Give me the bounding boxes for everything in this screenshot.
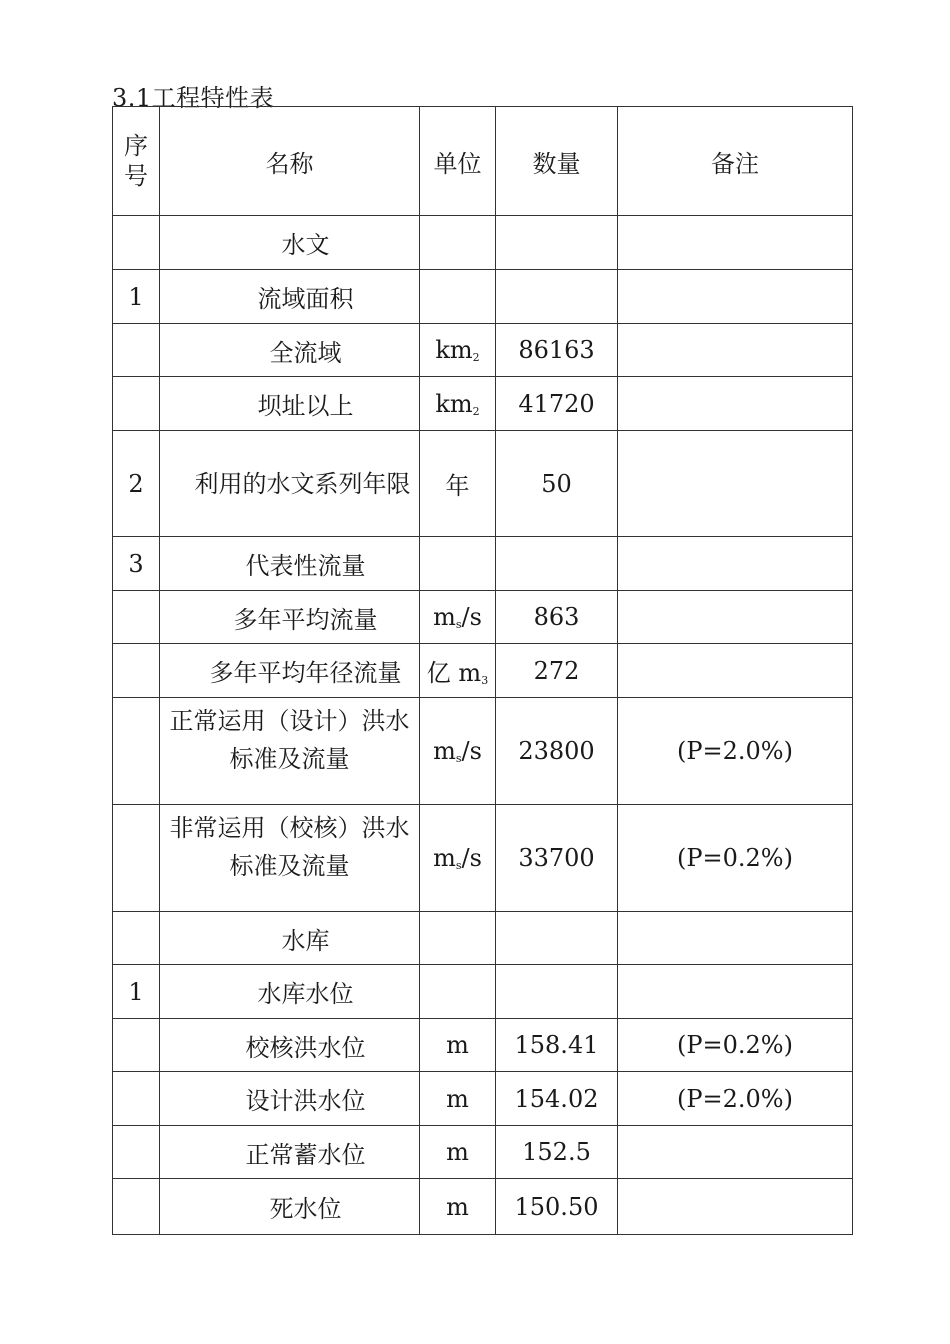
row-unit <box>420 324 496 377</box>
unit-tail: /s <box>461 844 482 872</box>
table-row <box>113 912 853 965</box>
row-name-line1: 非常运用（校核）洪水 <box>169 814 410 842</box>
row-name: 流域面积 <box>160 270 420 324</box>
unit-text: m <box>446 1138 469 1166</box>
unit-subscript: 2 <box>472 351 480 364</box>
row-unit <box>420 216 496 270</box>
unit-text: 年 <box>445 472 470 500</box>
row-seq <box>113 1179 160 1235</box>
row-note: (P=2.0%) <box>618 1072 853 1126</box>
row-unit <box>420 1179 496 1235</box>
table-row <box>113 965 853 1019</box>
row-unit <box>420 644 496 698</box>
row-name: 多年平均流量 <box>160 591 420 644</box>
row-seq <box>113 698 160 805</box>
row-name-line1: 正常运用（设计）洪水 <box>169 707 410 735</box>
row-note: (P=0.2%) <box>618 805 853 912</box>
row-note <box>618 431 853 537</box>
unit-subscript: s <box>455 859 462 872</box>
row-seq <box>113 1126 160 1179</box>
row-note <box>618 377 853 431</box>
table-row <box>113 591 853 644</box>
header-note: 备注 <box>618 107 853 216</box>
row-unit <box>420 1072 496 1126</box>
row-unit <box>420 377 496 431</box>
unit-text: 亿 m <box>426 659 482 687</box>
row-note <box>618 965 853 1019</box>
row-seq <box>113 644 160 698</box>
row-note: (P=0.2%) <box>618 1019 853 1072</box>
row-note <box>618 1179 853 1235</box>
unit-text: m <box>446 1084 469 1113</box>
table-row <box>113 1179 853 1235</box>
unit-subscript: s <box>455 752 462 765</box>
unit-text: m <box>433 603 456 631</box>
unit-subscript: s <box>455 618 462 631</box>
row-seq <box>113 1072 160 1126</box>
row-unit <box>420 431 496 537</box>
row-name: 校核洪水位 <box>160 1019 420 1072</box>
row-value <box>496 912 618 965</box>
row-note <box>618 644 853 698</box>
row-unit <box>420 912 496 965</box>
row-seq: 1 <box>113 965 160 1019</box>
row-unit <box>420 591 496 644</box>
row-value: 41720 <box>496 377 618 431</box>
row-note <box>618 270 853 324</box>
row-name: 坝址以上 <box>160 377 420 431</box>
header-value: 数量 <box>496 107 618 216</box>
row-seq: 2 <box>113 431 160 537</box>
table-row <box>113 324 853 377</box>
row-name: 多年平均年径流量 <box>160 644 420 698</box>
table-row <box>113 377 853 431</box>
header-row <box>113 107 853 216</box>
unit-text: m <box>433 737 456 765</box>
table-row <box>113 644 853 698</box>
row-value <box>496 216 618 270</box>
row-name-line2: 标准及流量 <box>229 745 350 773</box>
table-row <box>113 698 853 805</box>
row-unit <box>420 1126 496 1179</box>
row-name: 水库水位 <box>160 965 420 1019</box>
row-value: 863 <box>496 591 618 644</box>
row-value: 23800 <box>496 698 618 805</box>
table-row <box>113 216 853 270</box>
unit-subscript: 3 <box>481 674 489 687</box>
header-name: 名称 <box>160 107 420 216</box>
row-note <box>618 537 853 591</box>
row-name: 设计洪水位 <box>160 1072 420 1126</box>
row-value <box>496 537 618 591</box>
row-note <box>618 912 853 965</box>
table-row <box>113 1019 853 1072</box>
unit-tail: /s <box>461 603 482 631</box>
row-seq <box>113 216 160 270</box>
row-seq: 3 <box>113 537 160 591</box>
row-unit <box>420 537 496 591</box>
header-unit: 单位 <box>420 107 496 216</box>
table-row <box>113 537 853 591</box>
unit-text: m <box>446 1192 469 1221</box>
row-unit <box>420 1019 496 1072</box>
row-name <box>160 805 420 912</box>
header-seq: 序号 <box>113 107 160 216</box>
row-name: 代表性流量 <box>160 537 420 591</box>
row-seq <box>113 377 160 431</box>
row-note <box>618 324 853 377</box>
table-row <box>113 805 853 912</box>
row-note <box>618 216 853 270</box>
row-note: (P=2.0%) <box>618 698 853 805</box>
row-seq <box>113 324 160 377</box>
unit-text: km <box>435 336 473 364</box>
row-name: 死水位 <box>160 1179 420 1235</box>
row-seq <box>113 1019 160 1072</box>
table-row <box>113 270 853 324</box>
unit-text: m <box>433 844 456 872</box>
row-seq <box>113 805 160 912</box>
row-unit <box>420 965 496 1019</box>
unit-tail: /s <box>461 737 482 765</box>
row-unit <box>420 805 496 912</box>
row-value: 150.50 <box>496 1179 618 1235</box>
row-value: 158.41 <box>496 1019 618 1072</box>
row-seq <box>113 591 160 644</box>
table-row <box>113 1072 853 1126</box>
row-seq <box>113 912 160 965</box>
row-seq: 1 <box>113 270 160 324</box>
row-note <box>618 1126 853 1179</box>
unit-text: km <box>435 389 473 418</box>
row-name: 正常蓄水位 <box>160 1126 420 1179</box>
table-row <box>113 1126 853 1179</box>
row-value: 154.02 <box>496 1072 618 1126</box>
row-value <box>496 965 618 1019</box>
row-name-line2: 标准及流量 <box>229 852 350 880</box>
row-name <box>160 698 420 805</box>
row-name: 水文 <box>160 216 420 270</box>
table-row <box>113 431 853 537</box>
row-unit <box>420 698 496 805</box>
row-name: 全流域 <box>160 324 420 377</box>
row-value: 86163 <box>496 324 618 377</box>
row-value: 50 <box>496 431 618 537</box>
row-note <box>618 591 853 644</box>
row-name: 利用的水文系列年限 <box>160 431 420 537</box>
row-value <box>496 270 618 324</box>
row-unit <box>420 270 496 324</box>
engineering-characteristics-table <box>112 106 853 1235</box>
unit-text: m <box>446 1031 469 1059</box>
row-value: 272 <box>496 644 618 698</box>
row-value: 152.5 <box>496 1126 618 1179</box>
row-name: 水库 <box>160 912 420 965</box>
unit-subscript: 2 <box>472 404 480 418</box>
row-value: 33700 <box>496 805 618 912</box>
table-title: 3.1工程特性表 <box>112 84 275 112</box>
